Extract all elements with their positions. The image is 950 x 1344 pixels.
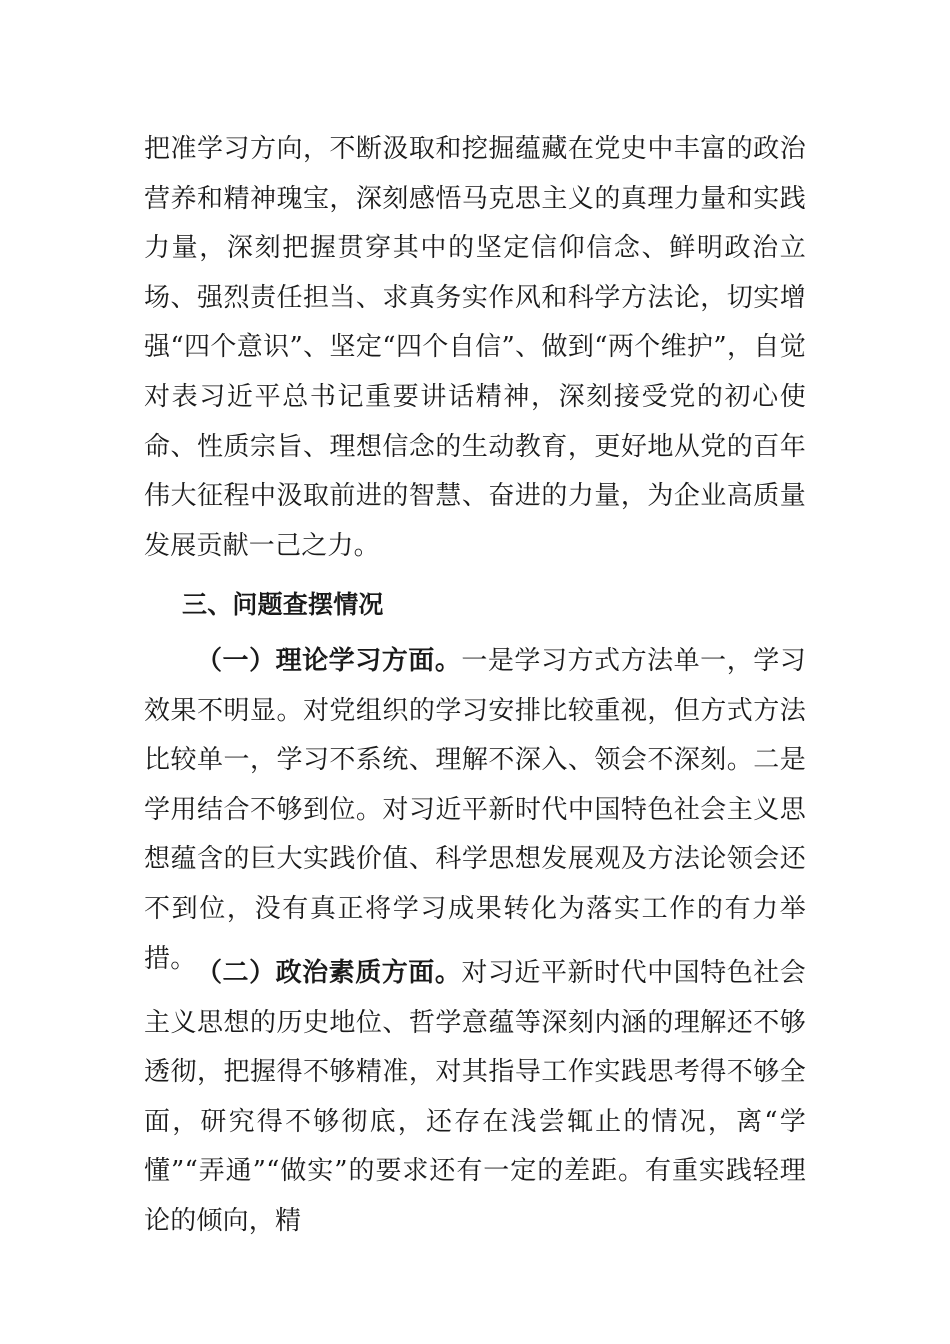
subsection-body-theory-study: 一是学习方式方法单一，学习效果不明显。对党组织的学习安排比较重视，但方式方法比较单一，学习不系统、理解不深入、领会不深刻。二是学用结合不够到位。对习近平新时代中国特色社会主义思想蕴含的巨大实践价值、科学思想发展观及方法论领会还不到位，没有真正将学习成果转化为落实工作的有力举措。 [144, 646, 806, 974]
section-heading-problems: 三、问题查摆情况 [182, 590, 384, 619]
subsection-title-political-quality: （二）政治素质方面。 [196, 958, 462, 988]
subsection-title-theory-study: （一）理论学习方面。 [196, 646, 462, 676]
subsection-body-political-quality: 对习近平新时代中国特色社会主义思想的历史地位、哲学意蕴等深刻内涵的理解还不够透彻，把握得不够精准，对其指导工作实践思考得不够全面，研究得不够彻底，还存在浅尝辄止的情况，离“学懂”“弄通”“做实”的要求还有一定的差距。有重实践轻理论的倾向，精 [144, 958, 806, 1236]
paragraph-study-direction: 把准学习方向，不断汲取和挖掘蕴藏在党史中丰富的政治营养和精神瑰宝，深刻感悟马克思主义的真理力量和实践力量，深刻把握贯穿其中的坚定信仰信念、鲜明政治立场、强烈责任担当、求真务实作风和科学方法论，切实增强“四个意识”、坚定“四个自信”、做到“两个维护”，自觉对表习近平总书记重要讲话精神，深刻接受党的初心使命、性质宗旨、理想信念的生动教育，更好地从党的百年伟大征程中汲取前进的智慧、奋进的力量，为企业高质量发展贡献一己之力。 [144, 134, 806, 561]
paragraph-political-quality [144, 949, 806, 1236]
document-page [144, 125, 806, 1236]
